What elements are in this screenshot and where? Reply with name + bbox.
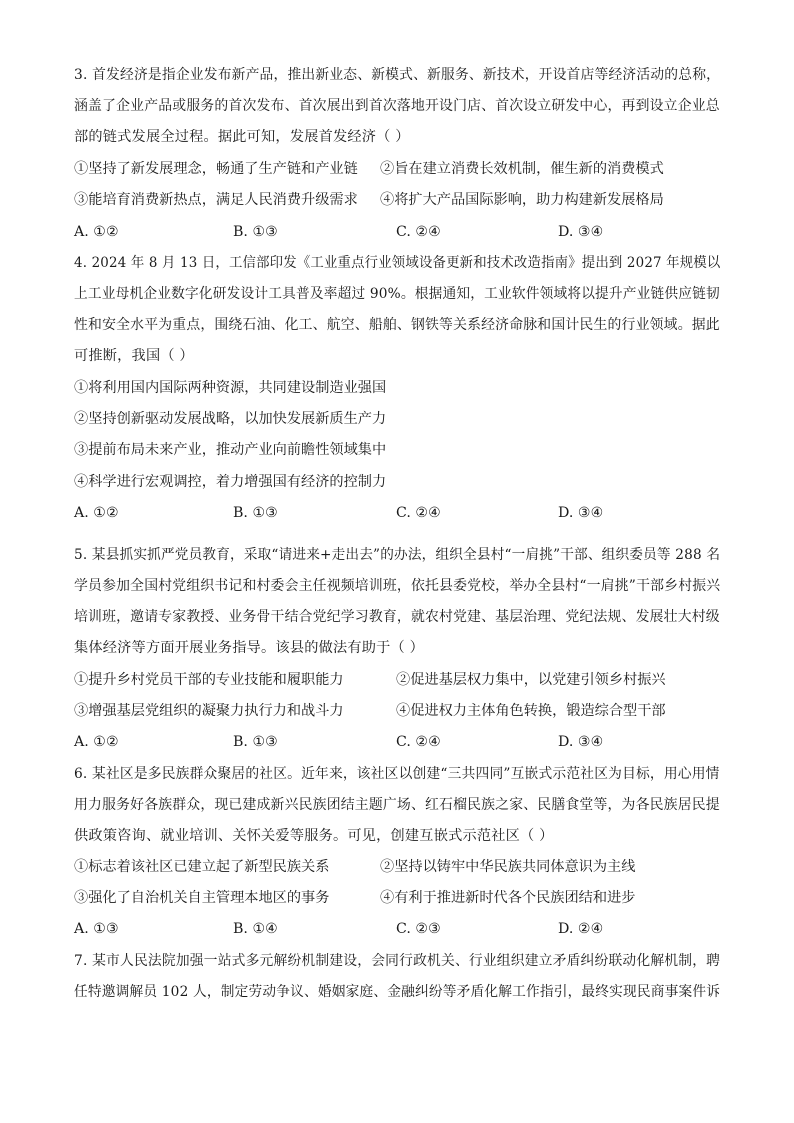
- choice-d: D. ②④: [558, 921, 604, 937]
- choice-d: D. ③④: [558, 734, 604, 750]
- statement-1: ①标志着该社区已建立起了新型民族关系: [74, 859, 330, 875]
- statement-3: ③强化了自治机关自主管理本地区的事务: [74, 890, 330, 906]
- question-7-stem-line: 7. 某市人民法院加强一站式多元解纷机制建设，会同行政机关、行业组织建立矛盾纠纷联动化解机制，聘: [74, 953, 721, 969]
- statement-3: ③能培育消费新热点，满足人民消费升级需求: [74, 192, 358, 208]
- question-5-stem-line: 培训班，邀请专家教授、业务骨干结合党纪学习教育，就农村党建、基层治理、党纪法规、发展壮大村级: [74, 609, 720, 625]
- question-6-stem-line: 用力服务好各族群众，现已建成新兴民族团结主题广场、红石榴民族之家、民膳食堂等，为各民族居民提: [74, 797, 720, 813]
- statement-2: ②坚持以铸牢中华民族共同体意识为主线: [380, 859, 636, 875]
- statement-4: ④促进权力主体角色转换，锻造综合型干部: [396, 703, 666, 719]
- statement-2: ②旨在建立消费长效机制，催生新的消费模式: [380, 161, 664, 177]
- statement-4: ④将扩大产品国际影响，助力构建新发展格局: [380, 192, 664, 208]
- choice-c: C. ②④: [396, 734, 441, 750]
- choice-b: B. ①③: [233, 505, 278, 521]
- choice-a: A. ①②: [74, 505, 119, 521]
- question-3-stem-line: 涵盖了企业产品或服务的首次发布、首次展出到首次落地开设门店、首次设立研发中心，再到设立企业总: [74, 98, 720, 114]
- question-7-stem-line: 任特邀调解员 102 人，制定劳动争议、婚姻家庭、金融纠纷等矛盾化解工作指引，最终实现民商事案件诉: [74, 984, 721, 1000]
- statement-1: ①提升乡村党员干部的专业技能和履职能力: [74, 672, 344, 688]
- question-3-stem-line: 3. 首发经济是指企业发布新产品，推出新业态、新模式、新服务、新技术，开设首店等经济活动的总称，: [74, 67, 721, 83]
- question-3-stem-line: 部的链式发展全过程。据此可知，发展首发经济（ ）: [74, 129, 410, 145]
- choice-a: A. ①②: [74, 734, 119, 750]
- choice-d: D. ③④: [558, 224, 604, 240]
- statement-3: ③增强基层党组织的凝聚力执行力和战斗力: [74, 703, 344, 719]
- question-4-stem-line: 上工业母机企业数字化研发设计工具普及率超过 90%。根据通知，工业软件领域将以提升产业链供应链韧: [74, 286, 720, 302]
- question-4-stem-line: 性和安全水平为重点，围绕石油、化工、航空、船舶、钢铁等关系经济命脉和国计民生的行业领域。据此: [74, 317, 720, 333]
- choice-b: B. ①③: [233, 224, 278, 240]
- choice-c: C. ②③: [396, 921, 441, 937]
- question-4-stem-line: 4. 2024 年 8 月 13 日，工信部印发《工业重点行业领域设备更新和技术改造指南》提出到 2027 年规模以: [74, 255, 721, 271]
- question-5-stem-line: 学员参加全国村党组织书记和村委会主任视频培训班，依托县委党校，举办全县村“一肩挑”干部乡村振兴: [74, 578, 721, 594]
- choice-a: A. ①②: [74, 224, 119, 240]
- choice-b: B. ①③: [233, 734, 278, 750]
- question-5-stem-line: 5. 某县抓实抓严党员教育，采取“请进来+走出去”的办法，组织全县村“一肩挑”干部、组织委员等 288 名: [74, 547, 721, 563]
- statement-4: ④科学进行宏观调控，着力增强国有经济的控制力: [74, 474, 387, 490]
- question-5-stem-line: 集体经济等方面开展业务指导。该县的做法有助于（ ）: [74, 640, 425, 656]
- choice-a: A. ①③: [74, 921, 119, 937]
- statement-2: ②坚持创新驱动发展战略，以加快发展新质生产力: [74, 411, 387, 427]
- statement-1: ①将利用国内国际两种资源，共同建设制造业强国: [74, 380, 387, 396]
- choice-b: B. ①④: [233, 921, 278, 937]
- choice-c: C. ②④: [396, 505, 441, 521]
- question-4-stem-line: 可推断，我国（ ）: [74, 348, 194, 364]
- statement-4: ④有利于推进新时代各个民族团结和进步: [380, 890, 636, 906]
- question-6-stem-line: 供政策咨询、就业培训、关怀关爱等服务。可见，创建互嵌式示范社区（ ）: [74, 828, 554, 844]
- question-6-stem-line: 6. 某社区是多民族群众聚居的社区。近年来，该社区以创建“三共四同”互嵌式示范社区为目标，用心用情: [74, 766, 720, 782]
- statement-1: ①坚持了新发展理念，畅通了生产链和产业链: [74, 161, 358, 177]
- choice-c: C. ②④: [396, 224, 441, 240]
- statement-2: ②促进基层权力集中，以党建引领乡村振兴: [396, 672, 666, 688]
- choice-d: D. ③④: [558, 505, 604, 521]
- statement-3: ③提前布局未来产业，推动产业向前瞻性领域集中: [74, 442, 387, 458]
